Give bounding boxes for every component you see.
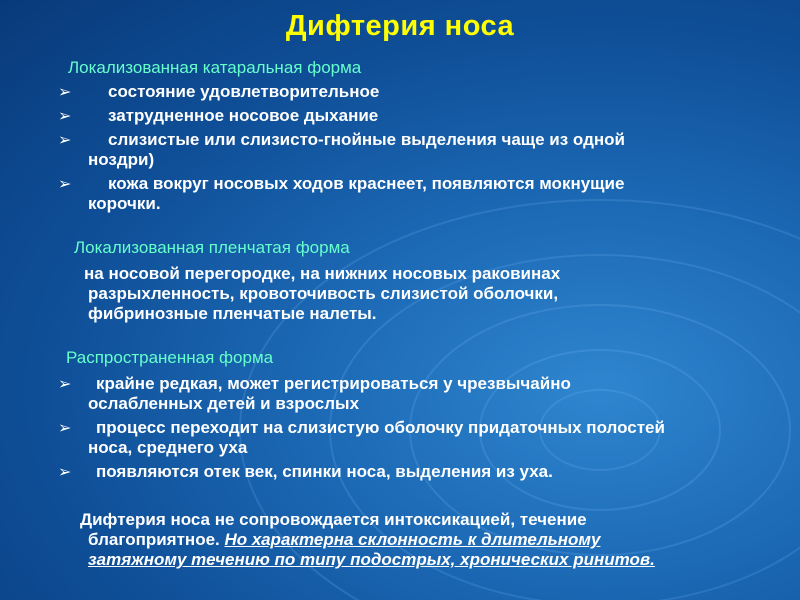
list-item: состояние удовлетворительное (108, 82, 380, 101)
list-item-continuation: носа, среднего уха (88, 438, 248, 457)
paragraph-line: разрыхленность, кровоточивость слизистой оболочки, (88, 284, 559, 303)
conclusion-plain-text: благоприятное. (88, 530, 225, 549)
paragraph-line: фибринозные пленчатые налеты. (88, 304, 377, 323)
conclusion-emphasis-line: затяжному течению по типу подострых, хронических ринитов. (88, 550, 655, 569)
bullet-icon: ➢ (58, 376, 72, 393)
page-title: Дифтерия носа (285, 10, 515, 42)
list-item-continuation: ослабленных детей и взрослых (88, 394, 360, 413)
list-item-continuation: корочки. (88, 194, 161, 213)
list-item: слизистые или слизисто-гнойные выделения чаще из одной (108, 130, 625, 149)
list-item-continuation: ноздри) (88, 150, 155, 169)
list-item: кожа вокруг носовых ходов краснеет, появляются мокнущие (108, 174, 625, 193)
conclusion-line: Дифтерия носа не сопровождается интоксикацией, течение (80, 510, 587, 529)
bullet-icon: ➢ (58, 84, 72, 101)
list-item: процесс переходит на слизистую оболочку придаточных полостей (96, 418, 665, 437)
bullet-icon: ➢ (58, 176, 72, 193)
conclusion-emphasis-text: Но характерна склонность к длительному (224, 530, 601, 549)
section-heading-catarrhal: Локализованная катаральная форма (68, 58, 362, 77)
section-heading-widespread: Распространенная форма (66, 348, 274, 367)
bullet-icon: ➢ (58, 132, 72, 149)
list-item: крайне редкая, может регистрироваться у чрезвычайно (96, 374, 571, 393)
list-item: появляются отек век, спинки носа, выделения из уха. (96, 462, 553, 481)
paragraph-line: на носовой перегородке, на нижних носовых раковинах (84, 264, 561, 283)
conclusion-line (88, 530, 600, 550)
bullet-icon: ➢ (58, 108, 72, 125)
bullet-icon: ➢ (58, 464, 72, 481)
section-heading-membranous: Локализованная пленчатая форма (74, 238, 350, 257)
bullet-icon: ➢ (58, 420, 72, 437)
list-item: затрудненное носовое дыхание (108, 106, 379, 125)
